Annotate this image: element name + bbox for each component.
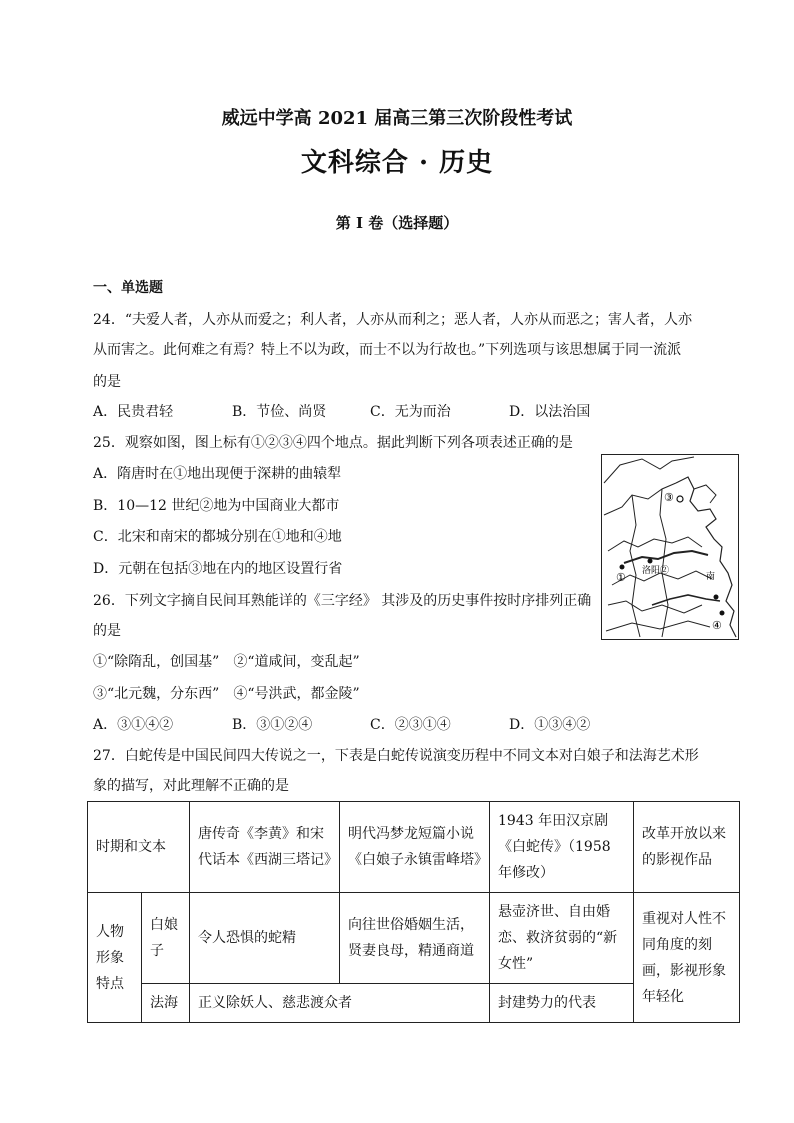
map-label-4: ④ [712,619,722,632]
header-tang-song: 唐传奇《李黄》和宋代话本《西湖三塔记》 [190,802,340,893]
subject-title: 文科综合 · 历史 [300,148,494,178]
q27-line-2: 象的描写，对此理解不正确的是 [93,778,289,794]
bai-tang: 令人恐惧的蛇精 [190,893,340,984]
q26-option-c: C．②③①④ [370,717,451,733]
q24-line-2: 从而害之。此何难之有焉？特上不以为政，而士不以为行故也。”下列选项与该思想属于同一流派 [93,342,682,358]
q26-items-row-2: ③“北元魏，分东西” ④“号洪武，都金陵” [93,686,360,702]
q24-option-c: C．无为而治 [370,404,451,420]
q24-option-a: A．民贵君轻 [93,404,174,420]
table-header-row [88,802,740,893]
header-period: 时期和文本 [88,802,190,893]
q26-line-1: 26．下列文字摘自民间耳熟能详的《三字经》 其涉及的历史事件按时序排列正确 [93,593,592,609]
header-modern: 改革开放以来的影视作品 [634,802,740,893]
bai-1943: 悬壶济世、自由婚恋、救济贫弱的“新女性” [490,893,634,984]
q26-option-a: A．③①④② [93,717,174,733]
q24-line-1: 24．“夫爱人者，人亦从而爱之；利人者，人亦从而利之；恶人者，人亦从而恶之；害人者，人亦 [93,312,692,328]
q24-option-b: B．节俭、尚贤 [232,404,327,420]
historical-map [601,454,739,640]
q25-option-c: C．北宋和南宋的都城分别在①地和④地 [93,529,342,545]
map-label-3: ③ [664,491,674,504]
map-label-south: 南 [706,572,716,582]
q26-items-row-1: ①“除隋乱，创国基” ②“道咸间，变乱起” [93,654,360,670]
fa-label: 法海 [142,984,190,1023]
q26-option-b: B．③①②④ [232,717,313,733]
table-row-bai [88,893,740,984]
q25-option-a: A．隋唐时在①地出现便于深耕的曲辕犁 [93,466,342,482]
bai-label: 白娘子 [142,893,190,984]
part-heading: 一、单选题 [93,280,163,296]
fa-1943: 封建势力的代表 [490,984,634,1023]
q24-line-3: 的是 [93,374,121,390]
bai-ming: 向往世俗婚姻生活，贤妻良母，精通商道 [340,893,490,984]
q25-option-d: D．元朝在包括③地在内的地区设置行省 [93,561,343,577]
fa-tang-ming: 正义除妖人、慈悲渡众者 [190,984,490,1023]
bai-she-zhuan-table [87,801,740,1023]
q27-line-1: 27．白蛇传是中国民间四大传说之一，下表是白蛇传说演变历程中不同文本对白娘子和法海艺术形 [93,748,699,764]
q26-line-2: 的是 [93,623,121,639]
q24-option-d: D．以法治国 [509,404,591,420]
q26-option-d: D．①③④② [509,717,591,733]
section-title: 第 I 卷（选择题） [335,214,459,232]
header-1943: 1943 年田汉京剧《白蛇传》（1958 年修改） [490,802,634,893]
row-group-label: 人物形象特点 [88,893,142,1023]
map-label-1: ① [616,571,626,584]
header-ming: 明代冯梦龙短篇小说《白娘子永镇雷峰塔》 [340,802,490,893]
q25-option-b: B．10—12 世纪②地为中国商业大都市 [93,498,340,514]
school-title: 威远中学高 2021 届高三第三次阶段性考试 [221,108,573,129]
modern-all: 重视对人性不同角度的刻画，影视形象年轻化 [634,893,740,1023]
q25-stem: 25．观察如图，图上标有①②③④四个地点。据此判断下列各项表述正确的是 [93,435,573,451]
map-label-2: 洛阳② [642,566,670,576]
